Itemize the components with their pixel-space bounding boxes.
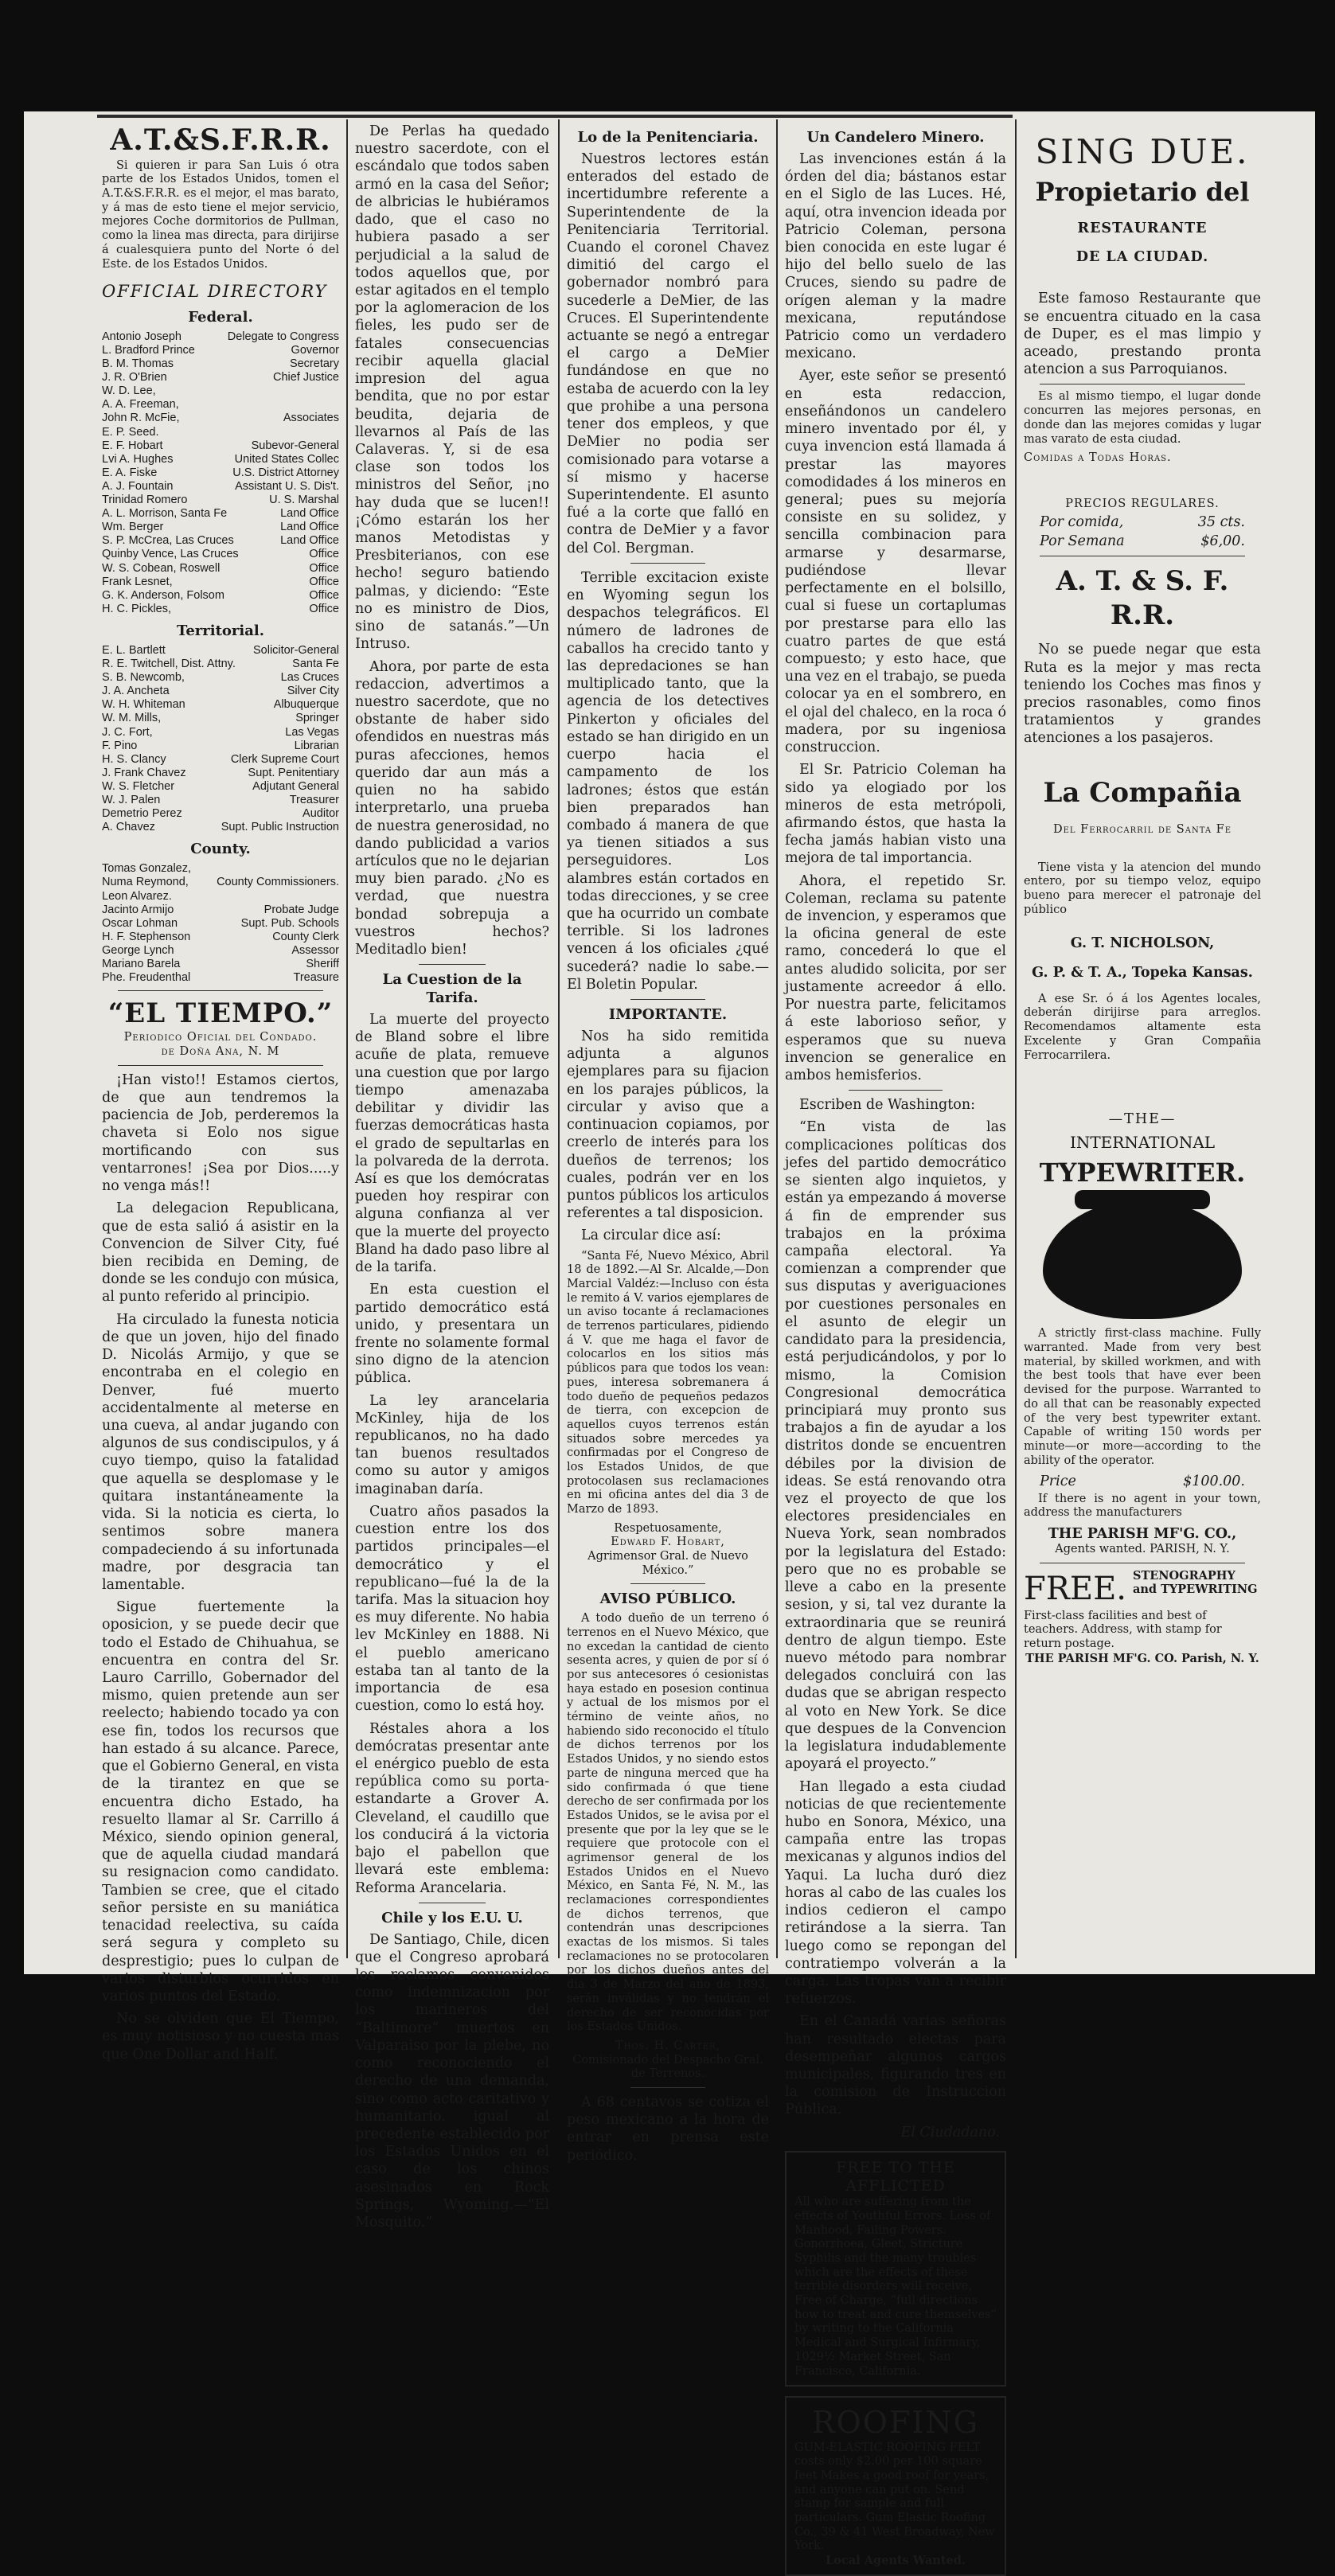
column-2 [350,123,554,2231]
territorial-entry: J. A. Ancheta Silver City [102,685,339,698]
tiene-vista-text: Tiene vista y la atencion del mundo entero, por su tiempo veloz, equipo bueno para merecer el patronaje del público [1024,861,1261,916]
article-paragraph: El Sr. Patricio Coleman ha sido ya elogiado por los mineros de esta metrópoli, afirmando éstos, que hasta la fecha jamás habian visto una mejora de tal importancia. [785,762,1006,867]
column-rule [346,119,348,1958]
tiempo-subtitle: Periodico Oficial del Condado. [123,1031,318,1044]
atsf-ad-text: No se puede negar que esta Ruta es la mejor y mas recta teniendo los Coches mas finos y precios rasonables, como finos tratamientos y grandes atenciones a los pasajeros. [1024,642,1261,747]
territorial-entry: E. L. Bartlett Solicitor-General [102,643,339,657]
county-entry: H. F. Stephenson County Clerk [102,930,339,943]
sing-due-title: SING DUE. [1035,132,1250,171]
article-paragraph: La delegacion Republicana, que de esta salió á asistir en la Convencion de Silver City, fué bien recibida en Deming, de donde se les condujo con música, al punto referido al principio. [102,1200,339,1306]
federal-directory [102,330,339,616]
tiempo-subtitle-2: de Doña Ana, N. M [161,1045,280,1059]
typewriter-illustration [1043,1200,1242,1319]
article-paragraph: De Perlas ha quedado nuestro sacerdote, con el escándalo que todos saben armó en la casa del Señor; de albricias le hubiéramos dado, que el caso no hubiera pasado a ser perjudicial a la salud de todos aquellos que, por estar agitados en el templo por la aglomeracion de los fieles, les pudo ser de fatales consecuencias recibir aquella glacial impresion del agua bendita, que no por estar beudita, dejaria de llevarnos al País de las Calaveras. Y, si de esa clase son todos los ministros del Señor, ¡no hay duda que se lucen!! ¡Cómo estarán los her manos Metodistas y Presbiterianos, con ese hecho! seguro batiendo palmas, y diciendo: “Este no es ministro de Dios, sino de satanás.”—Un Intruso. [355,123,549,653]
top-rule [97,115,1013,118]
penitenciaria-text: Nuestros lectores están enterados del estado de incertidumbre referente a Superintendente de la Penitenciaria Territorial. Cuando el coronel Chavez dimitió del cargo el gobernador nombró para sucederle a DeMier, de las Cruces. El Superintendente actuante se negó a entregar el cargo a DeMier fundándose en que no estaba de acuerdo con la ley que prohibe a una persona tener dos empleos, y que DeMier no podia ser comisionado para votarse a sí mismo y hacerse Superintendente. El asunto fué a la corte que falló en contra de DeMier y a favor del Col. Bergman. [567,150,769,556]
atsf-heading: A.T.&S.F.R.R. [110,123,331,157]
article-paragraph: Cuatro años pasados la cuestion entre los dos partidos principales—el democrático y el republicano—fué la de la tarifa. Mas la situacion hoy es muy diferente. No habia lev McKinley en 1888. Ni el pueblo americano estaba tan al tanto de la importancia de esa cuestion, como lo está hoy. [355,1503,549,1715]
roofing-ad [785,2396,1006,2576]
circular-intro: La circular dice así: [581,1228,721,1244]
article-paragraph: Ayer, este señor se presentó en esta redaccion, enseñándonos un candelero minero inventado por él, y cuya invencion está llamada á prestar las mayores comodidades á los mineros en general; pues su mejoría consiste en su solidez, y sencilla combinacion para armarse y desarmarse, pudiéndose llevar perfectamente en el bolsillo, cual si fuese un cortaplumas por prestarse para ello las cuatro partes de que está compuesto; y esto hace, que una vez en el trabajo, se pueda colocar ya en el sombrero, en el ojal del chaleco, en la roca ó madera, por su ingeniosa construccion. [785,368,1006,756]
territorial-entry: W. H. Whiteman Albuquerque [102,698,339,712]
article-paragraph: Réstales ahora a los demócratas presentar ante el enérgico pueblo de esta república como su porta-estandarte a Grover A. Cleveland, el caudillo que los conducirá á la victoria bajo el pabellon que llevará este emblema: Reforma Arancelaria. [355,1720,549,1896]
article-paragraph: Escriben de Washington: [799,1097,975,1114]
aviso-text: A todo dueño de un terreno ó terrenos en el Nuevo México, que no excedan la cantidad de ciento sesenta acres, y quien de por sí ó por sus antecesores ó cesionistas haya estado en posesion continua y actual de los mismos por el término de veinte años, no habiendo sido reconocido el título de dichos terrenos por los Estados Unidos, y no siendo estos parte de ninguna merced que ha sido confirmada ó que tiene derecho de ser confirmada por los Estados Unidos, se le avisa por el presente que por la ley que se le requiere que protocole con el agrimensor general de los Estados Unidos en el Nuevo México, en Santa Fé, N. M., las reclamaciones correspondientes de dichos terrenos, que contendrán unas descripciones exactas de los mismos. Si tales reclamaciones no se protocolaren por los dichos dueños antes del dia 3 de Marzo del año de 1893, serán inválidas y no tendrán el derecho de ser reconocidas por los Estados Unidos. [567,1612,769,2034]
la-compania-title: La Compañia [1043,776,1242,809]
federal-entry: H. C. Pickles, Office [102,602,339,615]
federal-entry: A. J. Fountain Assistant U. S. Dis't. [102,479,339,493]
parish-agents: Agents wanted. PARISH, N. Y. [1055,1543,1230,1556]
federal-entry: Quinby Vence, Las Cruces Office [102,548,339,561]
roofing-ad-text: GUM-ELASTIC ROOFING FELT costs only $2.00 per 100 square feet Makes a good roof for years, and anyone can put on. Send stamp for sample and full particulars. Gum Elastic Roofing Co., 39 & 41 West Broadway, New York. [794,2441,995,2553]
typewriter-title: TYPEWRITER. [1039,1157,1246,1188]
article-paragraph: En el Canadá varias señoras han resultado electas para desempeñar algunos cargos municipales, figurando tres en la comision de Instruccion Pública. [785,2013,1006,2118]
federal-entry: J. R. O'Brien Chief Justice [102,371,339,384]
comidas-label: Comidas a Todas Horas. [1024,451,1172,465]
circular-text: “Santa Fé, Nuevo México, Abril 18 de 1892.—Al Sr. Alcalde,—Don Marcial Valdéz:—Incluso con ésta le remito á V. varios ejemplares de un aviso tocante á reclamaciones de terrenos particulares, pidiendo á V. que me haga el favor de colocarlos en los sitios más públicos para que todos los vean: pues, interesa sobremanera á todo dueño de pequeños pedazos de tierra, con excepcion de aquellos cuyos terrenos están situados sobre mercedes ya confirmadas por el Congreso de los Estados Unidos, de que protocolasen sus reclamaciones en mi oficina antes del dia 3 de Marzo de 1893. [567,1249,769,1516]
importante-heading: IMPORTANTE. [608,1006,728,1024]
federal-entry: Antonio Joseph Delegate to Congress [102,330,339,343]
territorial-entry: W. S. Fletcher Adjutant General [102,779,339,793]
federal-entry: W. D. Lee, [102,384,156,398]
article-paragraph: Las invenciones están á la órden del dia; bástanos estar en el Siglo de las Luces. Hé, aquí, otra invencion ideada por Patricio Coleman, persona bien conocida en este lugar é hijo del bello suelo de las Cruces, siendo su padre de orígen aleman y la madre mexicana, reputándose Patricio como un verdadero mexicano. [785,150,1006,362]
steno-label: STENOGRAPHY and TYPEWRITING [1132,1568,1258,1597]
candelero-article [785,150,1006,1084]
official-directory-heading: OFFICIAL DIRECTORY [102,282,328,302]
afflicted-ad-title: FREE TO THE AFFLICTED [836,2158,955,2195]
tarifa-article [355,1011,549,1897]
territorial-entry: A. Chavez Supt. Public Instruction [102,821,339,834]
ciudadano-signature: El Ciudadano. [900,2124,1000,2141]
importante-text: Nos ha sido remitida adjunta a algunos ejemplares para su fijacion en los parajes públicos, la circular y aviso que a continuacion copiamos, por creerlo de interés para los dueños de terrenos; los cuales, podrán ver en los puntos públicos los articulos referentes a tal disposicion. [567,1028,769,1222]
federal-entry: A. L. Morrison, Santa Fe Land Office [102,507,339,521]
article-paragraph: En esta cuestion el partido democrático está unido, y presentara un frente no solamente formal sino digno de la atencion pública. [355,1282,549,1387]
ciudad-label: DE LA CIUDAD. [1075,249,1209,266]
roofing-ad-title: ROOFING [812,2405,979,2441]
territorial-entry: Demetrio Perez Auditor [102,807,339,821]
county-entry: Oscar Lohman Supt. Pub. Schools [102,916,339,930]
nicholson-title: G. P. & T. A., Topeka Kansas. [1032,964,1253,981]
international-label: INTERNATIONAL [1069,1133,1216,1153]
chile-text: De Santiago, Chile, dicen que el Congreso aprobará los reclamos convenidos como indemnizacion por los marineros del “Baltimore” muertos en Valparaiso por la plebe, no como reconociendo el derecho de una demanda, sino como acto caritativo y humanitario. igual al precedente establecido por los Estados Unidos en el caso de los chinos asesinados en Rock Springs, Wyoming.—“El Mosquito.” [355,1931,549,2231]
atsf-notice: Si quieren ir para San Luis ó otra parte de los Estados Unidos, tomen el A.T.&S.F.R.R. es el mejor, el mas barato, y á mas de esto tiene el mejor servicio, mejores Coche dormitorios de Pullman, como la linea mas directa, para dirijirse á cualesquiera punto del Norte ó del Este. de los Estados Unidos. [102,158,339,271]
federal-entry: W. S. Cobean, Roswell Office [102,561,339,575]
restaurante-label: RESTAURANTE [1077,220,1208,236]
circular-signer-title: Agrimensor Gral. de Nuevo México.” [587,1550,748,1577]
federal-entry: S. P. McCrea, Las Cruces Land Office [102,534,339,548]
afflicted-ad [785,2151,1006,2387]
county-entry: Numa Reymond, County Commissioners. [102,876,339,889]
typewriter-agent-note: If there is no agent in your town, address the manufacturers [1024,1492,1261,1520]
federal-entry: E. P. Seed. [102,425,159,439]
federal-entry: L. Bradford Prince Governor [102,343,339,357]
parish-name: THE PARISH MF'G. CO., [1048,1525,1237,1542]
circular-closing: Respetuosamente, [614,1521,722,1535]
column-1-articles [102,1071,339,2063]
county-heading: County. [190,841,251,858]
column-1 [97,123,344,2063]
centavos-text: A 68 centavos se cotiza el peso mexicano a la hora de entrar en prensa este periódico. [567,2094,769,2164]
federal-entry: Trinidad Romero U. S. Marshal [102,494,339,507]
washington-article [785,1096,1006,2118]
candelero-heading: Un Candelero Minero. [806,129,985,146]
article-paragraph: La muerte del proyecto de Bland sobre el libre acuñe de plata, remueve una cuestion que por largo tiempo amenazaba debilitar y dividir las fuerzas democráticas hasta el grado de sepultarlas en la polvareda de la derrota. Así es que los demócratas pueden hoy respirar con alguna confianza al ver que la muerte del proyecto Bland ha dado paso libre al de la tarifa. [355,1012,549,1276]
typewriter-text: A strictly first-class machine. Fully warranted. Made from very best material, by skilled workmen, and with the best tools that have ever been devised for the purpose. Warranted to do all that can be reasonably expected of the very best typewriter extant. Capable of writing 150 words per minute—or more—according to the ability of the operator. [1024,1327,1261,1467]
territorial-entry: W. J. Palen Treasurer [102,794,339,807]
article-paragraph: La ley arancelaria McKinley, hija de los republicanos, no ha dado tan buenos resultados como su autor y amigos imaginaban daría. [355,1392,549,1497]
territorial-entry: F. Pino Librarian [102,739,339,752]
the-label: —THE— [1108,1111,1177,1128]
county-entry: Jacinto Armijo Probate Judge [102,903,339,916]
territorial-directory [102,644,339,835]
steno-text: First-class facilities and best of teachers. Address, with stamp for return postage. [1024,1609,1222,1650]
penitenciaria-heading: Lo de la Penitenciaria. [577,129,759,146]
mismo-tiempo-text: Es al mismo tiempo, el lugar donde concurren las mejores personas, en donde dan las mejores comidas y lugar mas varato de esta ciudad. [1024,390,1261,446]
federal-heading: Federal. [188,308,253,326]
territorial-heading: Territorial. [177,623,264,640]
price-comida: Por comida, 35 cts. [1040,513,1245,530]
federal-entry: John R. McFie, Associates [102,412,339,425]
propietario-title: Propietario del [1035,177,1250,208]
column-rule [558,119,560,1958]
federal-entry: A. A. Freeman, [102,398,179,412]
article-paragraph: “En vista de las complicaciones políticas dos jefes del partido democrático se sienten algo inquietos, y están ya empezando á moverse á fin de emprender sus trabajos en la próxima campaña electoral. Ya comienzan a comprender que sus disputas y averiguaciones por cuestiones personales en el asunto de elegir un candidato para la presidencia, está perjudicándolos, y por lo mismo, la Comision Congresional democrática principiará muy pronto sus trabajos a fin de ayudar a los distritos donde se encuentren débiles por la division de ideas. Se está renovando otra vez el proyecto de que los electores presidenciales en Nueva York, sean nombrados por la legislatura del Estado: pero que no es probable se lleve a cabo en la presente sesion, y si, tal vez durante la extraordinaria que se reunirá dentro de algun tiempo. Este nuevo método para nombrar delegados concluirá con las dudas que se abrigan respecto al voto en New York. Se dice que despues de la Convencion la legislatura indudablemente apoyará el proyecto.” [785,1119,1006,1773]
county-entry: Tomas Gonzalez, [102,862,192,876]
chile-heading: Chile y los E.U. U. [381,1909,523,1926]
steno-parish: THE PARISH MF'G. CO. Parish, N. Y. [1025,1651,1259,1665]
county-entry: George Lynch Assessor [102,943,339,957]
article-paragraph: Ahora, por parte de esta redaccion, advertimos a nuestro sacerdote, que no obstante de haber sido ofendidos en nuestras más puras afecciones, hemos querido dar aun más a quien no ha sabido interpretarlo, una prueba de nuestra generosidad, no dando publicidad a varios artículos que no le dejarian muy bien parado. ¿No es verdad, que nuestra bondad sobrepuja a vuestros hechos? Meditadlo bien! [355,658,549,958]
federal-entry: Lvi A. Hughes United States Collec [102,452,339,466]
wyoming-text: Terrible excitacion existe en Wyoming segun los despachos telegráficos. El número de ladrones de caballos ha crecido tanto y las depredaciones se han multiplicado tanto, que la agencia de los detectives Pinkerton y oficiales del estado se han dirigido en un cuerpo hacia el campamento de los ladrones; éstos que están bien preparados han combado á manera de que ya tienen sitiados a sus perseguidores. Los alambres están cortados en todas direcciones, y se cree que ha ocurrido un combate terrible. Si los ladrones vencen á los oficiales ¿qué sucederá? nadie lo sabe.—El Boletin Popular. [567,569,769,993]
perlas-article [355,123,549,958]
territorial-entry: J. Frank Chavez Supt. Penitentiary [102,766,339,779]
territorial-entry: J. C. Fort, Las Vegas [102,725,339,739]
column-3 [562,123,774,2164]
free-stenography-ad [1024,1569,1261,1610]
price-semana: Por Semana $6,00. [1040,533,1245,549]
county-directory [102,862,339,985]
territorial-entry: W. M. Mills, Springer [102,712,339,725]
roofing-agents: Local Agents Wanted. [826,2554,966,2568]
free-label: FREE. [1024,1570,1126,1607]
federal-entry: E. A. Fiske U.S. District Attorney [102,466,339,479]
article-paragraph: ¡Han visto!! Estamos ciertos, de que aun tendremos la paciencia de Job, perderemos la chaveta si Eolo nos sigue mortificando con sus ventarrones! ¡Sea por Dios.....y no venga más!! [102,1071,339,1195]
column-5 [1019,123,1266,1953]
territorial-entry: H. S. Clancy Clerk Supreme Court [102,752,339,766]
federal-entry: Frank Lesnet, Office [102,575,339,588]
federal-entry: E. F. Hobart Subevor-General [102,439,339,452]
territorial-entry: S. B. Newcomb, Las Cruces [102,671,339,685]
federal-entry: Wm. Berger Land Office [102,521,339,534]
aviso-heading: AVISO PÚBLICO. [599,1590,736,1608]
newspaper-page [24,111,1315,2568]
restaurante-text: Este famoso Restaurante que se encuentra cituado en la casa de Duper, es el mas limpio y aceado, prestando pronta atencion a sus Parroquianos. [1024,291,1261,378]
article-paragraph: Han llegado a esta ciudad noticias de que recientemente hubo en Sonora, México, una campaña entre las tropas mexicanas y algunos indios del Yaqui. La lucha duró diez horas al cabo de las cuales los indios cedieron el campo retirándose a la sierra. Tan luego como se repongan del contratiempo volverán a la carga. Las tropas van a recibir refuerzos. [785,1778,1006,2008]
article-paragraph: No se olviden que El Tiempo, es muy notisioso y no cuesta mas que One Dollar and Half. [102,2011,339,2063]
article-paragraph: Ahora, el repetido Sr. Coleman, reclama su patente de invencion, y esperamos que la oficina general de este ramo, concederá lo que el antes aludido solicita, por ser justamente acreedor á ello. Por nuestra parte, felicitamos á este laborioso señor, y esperamos que su nueva invencion se generalice en ambos hemisferios. [785,872,1006,1084]
aviso-signer: Thos. H. Carter, [615,2039,721,2052]
afflicted-ad-text: All who are suffering from the effects of Youthful Errors. Loss of Manhood, Failing Powers. Gonorrhoea, Gleet, Stricture Syphilis and the many troubles which are the effects of these terrible disorders will receive, Free of Charge, “full directions how to treat and cure themselves” by writing to the California Medical and Surgical Infirmary, 1029½ Market Street, San Francisco, California. [794,2195,997,2378]
column-rule [1015,119,1017,1958]
county-entry: Leon Alvarez. [102,889,172,903]
el-tiempo-masthead: “EL TIEMPO.” [107,997,334,1030]
column-rule [776,119,778,1958]
county-entry: Phe. Freudenthal Treasure [102,971,339,985]
atsf-ad-title: A. T. & S. F. R.R. [1056,565,1229,632]
precios-label: PRECIOS REGULARES. [1065,497,1220,510]
aviso-signer-title: Comisionado del Despacho Gral. de Terrenos. [572,2053,763,2081]
federal-entry: B. M. Thomas Secretary [102,357,339,370]
territorial-entry: R. E. Twitchell, Dist. Attny. Santa Fe [102,658,339,670]
tarifa-heading: La Cuestion de la Tarifa. [382,971,522,1007]
circular-signer: Edward F. Hobart, [611,1536,725,1549]
column-4 [780,123,1011,2568]
article-paragraph: Sigue fuertemente la oposicion, y se puede decir que todo el Estado de Chihuahua, se encuentra en contra del Sr. Lauro Carrillo, Gobernador del mismo, quien pretende aun ser reelecto; habiendo tocado ya con ese fin, todos los recursos que han estado á su alcance. Parece, que el Gobierno General, en vista de la tirantez en que se encuentra dicho Estado, ha resuelto llamar al Sr. Carrillo á México, siendo opinion general, que de aquella ciudad mandará su resignacion como candidato. Tambien se cree, que el citado señor persiste en su maniática tenacidad reelectiva, su caída será segura y completo su desprestigio; pues lo culpan de varios disturbios ocurridos en varios puntos del Estado. [102,1599,339,2004]
typewriter-price: Price $100.00. [1040,1473,1245,1490]
agentes-text: A ese Sr. ó á los Agentes locales, deberán dirijirse para arreglos. Recomendamos altamente esta Excelente y Gran Compañia Ferrocarrilera. [1024,992,1261,1062]
federal-entry: G. K. Anderson, Folsom Office [102,588,339,602]
nicholson-name: G. T. NICHOLSON, [1070,935,1215,952]
ferrocarril-label: Del Ferrocarril de Santa Fe [1052,822,1232,836]
article-paragraph: Ha circulado la funesta noticia de que un joven, hijo del finado D. Nicolás Armijo, y que se encontraba en el colegio en Denver, fué muerto accidentalmente al meterse en una cueva, al andar jugando con algunos de sus condiscipulos, y á cuyo tiempo, quiso la fatalidad que aquella se desplomase y le quitara instantáneamente la vida. Si la noticia es cierta, lo sentimos sobre manera compadeciendo á su infortunada madre, por desgracia tan lamentable. [102,1311,339,1593]
county-entry: Mariano Barela Sheriff [102,958,339,971]
